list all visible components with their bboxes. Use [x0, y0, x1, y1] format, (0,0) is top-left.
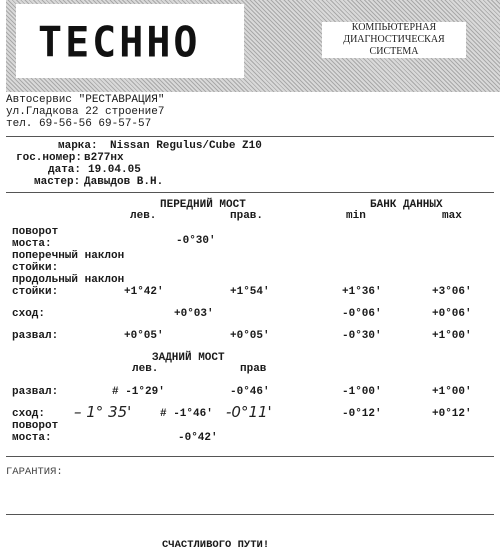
rear-toe-max: +0°12' [432, 408, 472, 420]
front-toe-label: сход: [12, 308, 46, 320]
rear-rotation-label-2: моста: [12, 432, 52, 444]
front-camber-max: +1°00' [432, 330, 472, 342]
rear-camber-max: +1°00' [432, 386, 472, 398]
rear-toe-handwritten-right: -0°11' [226, 403, 272, 421]
front-toe-min: -0°06' [342, 308, 382, 320]
rear-rotation-label-1: поворот [12, 420, 59, 432]
warranty-label: ГАРАНТИЯ: [6, 466, 63, 478]
plate-value: в277нх [84, 152, 124, 164]
rear-toe-handwritten-left: – 1° 35' [74, 403, 132, 421]
front-caster-left: +1°42' [124, 286, 164, 298]
divider-info [6, 192, 494, 193]
rear-toe-left: # -1°46' [160, 408, 213, 420]
rear-left-header: лев. [132, 363, 159, 375]
bank-max-header: max [442, 210, 462, 222]
shop-phones: тел. 69-56-56 69-57-57 [6, 118, 152, 130]
techno-logo: TECHHO [38, 18, 201, 68]
divider-bottom [6, 514, 494, 515]
front-camber-min: -0°30' [342, 330, 382, 342]
make-value: Nissan Regulus/Cube Z10 [110, 140, 262, 152]
front-toe-value: +0°03' [174, 308, 214, 320]
rear-camber-right: -0°46' [230, 386, 270, 398]
plate-label: гос.номер: [16, 152, 83, 164]
rear-camber-left: # -1°29' [112, 386, 165, 398]
front-left-header: лев. [130, 210, 157, 222]
front-axle-title: ПЕРЕДНИЙ МОСТ [160, 199, 246, 211]
make-label: марка: [58, 140, 98, 152]
shop-name: Автосервис "РЕСТАВРАЦИЯ" [6, 94, 165, 106]
front-caster-right: +1°54' [230, 286, 270, 298]
logo-tagline: КОМПЬЮТЕРНАЯ ДИАГНОСТИЧЕСКАЯ СИСТЕМА [322, 22, 466, 58]
front-caster-label-2: стойки: [12, 286, 59, 298]
front-inclination-label-2: стойки: [12, 262, 59, 274]
front-right-header: прав. [230, 210, 264, 222]
shop-address: ул.Гладкова 22 строение7 [6, 106, 165, 118]
rear-axle-title: ЗАДНИЙ МОСТ [152, 352, 225, 364]
divider-top [6, 136, 494, 137]
rear-toe-label: сход: [12, 408, 46, 420]
front-camber-right: +0°05' [230, 330, 270, 342]
front-caster-max: +3°06' [432, 286, 472, 298]
rear-right-header: прав [240, 363, 267, 375]
front-camber-left: +0°05' [124, 330, 164, 342]
bank-title: БАНК ДАННЫХ [370, 199, 443, 211]
rear-camber-label: развал: [12, 386, 59, 398]
front-inclination-label-1: поперечный наклон [12, 250, 125, 262]
front-caster-label-1: продольный наклон [12, 274, 125, 286]
front-caster-min: +1°36' [342, 286, 382, 298]
date-value: 19.04.05 [88, 164, 141, 176]
rear-toe-min: -0°12' [342, 408, 382, 420]
date-label: дата: [48, 164, 82, 176]
front-camber-label: развал: [12, 330, 59, 342]
master-value: Давыдов В.Н. [84, 176, 164, 188]
rear-camber-min: -1°00' [342, 386, 382, 398]
bank-min-header: min [346, 210, 366, 222]
master-label: мастер: [34, 176, 81, 188]
front-rotation-label-2: моста: [12, 238, 52, 250]
front-rotation-value: -0°30' [176, 235, 216, 247]
front-toe-max: +0°06' [432, 308, 472, 320]
divider-warranty [6, 456, 494, 457]
front-rotation-label-1: поворот [12, 226, 59, 238]
farewell-text: СЧАСТЛИВОГО ПУТИ! [162, 539, 270, 551]
rear-rotation-value: -0°42' [178, 432, 218, 444]
